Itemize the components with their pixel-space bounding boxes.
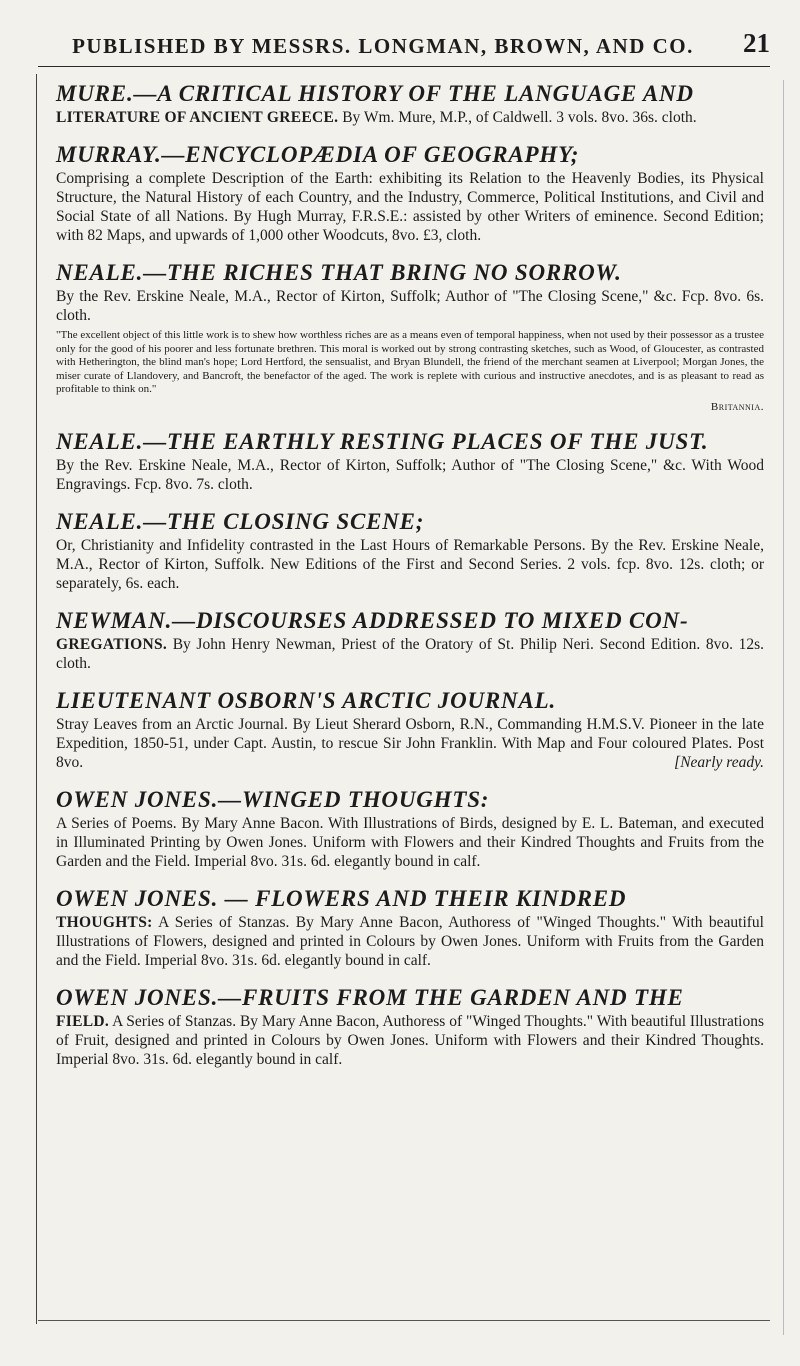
entry-heading: OWEN JONES.—FRUITS FROM THE GARDEN AND THE xyxy=(56,985,684,1010)
entry-heading: NEALE.—THE RICHES THAT BRING NO SORROW. xyxy=(56,260,622,285)
entry-body: A Series of Poems. By Mary Anne Bacon. With Illustrations of Birds, designed by E. L. Bateman, and executed in Illuminated Printing by Owen Jones. Uniform with Flowers and their Kindred Thoughts and Fruits from the Garden and the Field. Imperial 8vo. 31s. 6d. elegantly bound in calf. xyxy=(56,815,764,870)
publisher-line: PUBLISHED BY MESSRS. LONGMAN, BROWN, AND CO. xyxy=(72,34,694,58)
entry-body: A Series of Stanzas. By Mary Anne Bacon, Authoress of "Winged Thoughts." With beautiful Illustrations of Flowers, designed and printed in Colours by Owen Jones. Uniform with Fruits from the Garden and the Field. Imperial 8vo. 31s. 6d. elegantly bound in calf. xyxy=(56,914,764,969)
entry-body: Or, Christianity and Infidelity contrasted in the Last Hours of Remarkable Persons. By the Rev. Erskine Neale, M.A., Rector of Kirton, Suffolk. New Editions of the First and Second Series. 2 vols. fcp. 8vo. 12s. cloth; or separately, 6s. each. xyxy=(56,537,764,592)
entry-neale-closing-scene xyxy=(56,508,764,593)
publication-status: [Nearly ready. xyxy=(674,754,764,771)
entry-heading: NEWMAN.—DISCOURSES ADDRESSED TO MIXED CON- xyxy=(56,608,689,633)
entry-body: By John Henry Newman, Priest of the Oratory of St. Philip Neri. Second Edition. 8vo. 12s. cloth. xyxy=(56,636,764,672)
entry-neale-riches xyxy=(56,259,764,414)
entry-body: Comprising a complete Description of the Earth: exhibiting its Relation to the Heavenly Bodies, its Physical Structure, the Natural History of each Country, and the Industry, Commerce, Political Institutions, and Civil and Social State of all Nations. By Hugh Murray, F.R.S.E.: assisted by other Writers of eminence. Second Edition; with 82 Maps, and upwards of 1,000 other Woodcuts, 8vo. £3, cloth. xyxy=(56,170,764,244)
review-quote: "The excellent object of this little work is to shew how worthless riches are as a means even of temporal happiness, when not used by their possessor as a trustee only for the good of his poorer and less fortunate brethren. This moral is worked out by strong contrasting sketches, such as Wood, of Gloucester, as contrasted with Hetherington, the blind man's hope; Lord Hertford, the sensualist, and Bryan Blundell, the friend of the merchant seamen at Liverpool; Morgan Jones, the miser curate of Llandovery, and Bancroft, the benefactor of the aged. The work is replete with curious and instructive anecdotes, and is as pleasant to read as profitable to think on." xyxy=(56,329,764,395)
entry-body: By the Rev. Erskine Neale, M.A., Rector of Kirton, Suffolk; Author of "The Closing Scene," &c. Fcp. 8vo. 6s. cloth. xyxy=(56,288,764,324)
entry-heading: NEALE.—THE CLOSING SCENE; xyxy=(56,509,425,534)
entry-heading: NEALE.—THE EARTHLY RESTING PLACES OF THE JUST. xyxy=(56,429,709,454)
footer-rule xyxy=(38,1320,770,1321)
heading-continuation: GREGATIONS. xyxy=(56,636,168,653)
entry-heading: MURRAY.—ENCYCLOPÆDIA OF GEOGRAPHY; xyxy=(56,142,580,167)
entry-winged-thoughts xyxy=(56,786,764,871)
entry-body: By Wm. Mure, M.P., of Caldwell. 3 vols. 8vo. 36s. cloth. xyxy=(342,109,697,126)
entry-heading: MURE.—A CRITICAL HISTORY OF THE LANGUAGE AND xyxy=(56,81,694,106)
left-margin-rule xyxy=(36,74,37,1324)
entry-flowers xyxy=(56,885,764,970)
page-number: 21 xyxy=(743,28,770,58)
entry-body: Stray Leaves from an Arctic Journal. By Lieut Sherard Osborn, R.N., Commanding H.M.S.V. Pioneer in the late Expedition, 1850-51, under Capt. Austin, to rescue Sir John Franklin. With Map and Four coloured Plates. Post 8vo. xyxy=(56,716,764,771)
entry-osborn xyxy=(56,687,764,772)
right-page-edge xyxy=(783,80,784,1335)
entry-newman xyxy=(56,607,764,673)
entry-body: A Series of Stanzas. By Mary Anne Bacon, Authoress of "Winged Thoughts." With beautiful Illustrations of Fruit, designed and printed in Colours by Owen Jones. Uniform with Flowers and their Kindred Thoughts. Imperial 8vo. 31s. 6d. elegantly bound in calf. xyxy=(56,1013,764,1068)
header-rule xyxy=(38,66,770,67)
entry-heading: OWEN JONES. — FLOWERS AND THEIR KINDRED xyxy=(56,886,627,911)
heading-continuation: THOUGHTS: xyxy=(56,914,153,931)
entry-fruits xyxy=(56,984,764,1069)
entry-heading: OWEN JONES.—WINGED THOUGHTS: xyxy=(56,787,490,812)
heading-continuation: FIELD. xyxy=(56,1013,110,1030)
entry-neale-resting-places xyxy=(56,428,764,494)
entry-body: By the Rev. Erskine Neale, M.A., Rector of Kirton, Suffolk; Author of "The Closing Scene," &c. With Wood Engravings. Fcp. 8vo. 7s. cloth. xyxy=(56,457,764,493)
heading-continuation: LITERATURE OF ANCIENT GREECE. xyxy=(56,109,339,126)
entry-mure xyxy=(56,80,764,127)
entry-heading: LIEUTENANT OSBORN'S ARCTIC JOURNAL. xyxy=(56,688,557,713)
review-source: Britannia. xyxy=(710,400,764,413)
entry-murray xyxy=(56,141,764,245)
running-head xyxy=(38,26,770,66)
catalogue-listing xyxy=(56,80,764,1083)
